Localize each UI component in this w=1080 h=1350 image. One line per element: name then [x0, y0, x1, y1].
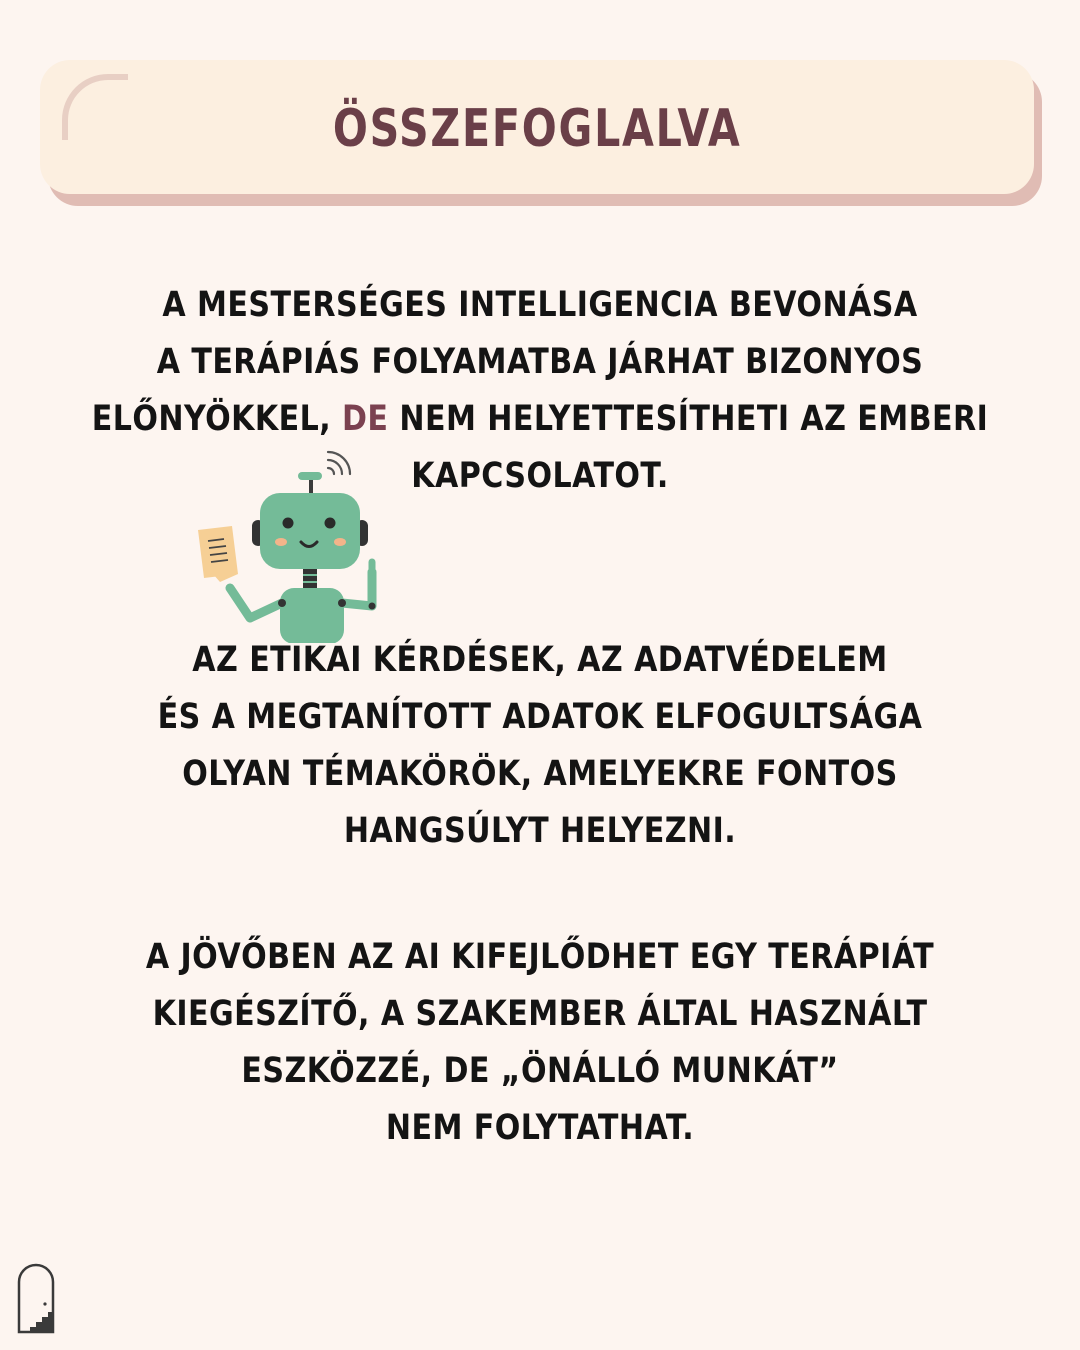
paragraph-line: A JÖVŐBEN AZ AI KIFEJLŐDHET EGY TERÁPIÁT: [145, 937, 935, 977]
paragraph-line: [76, 391, 1005, 448]
note-paper-icon: [198, 526, 238, 582]
door-logo-icon: [16, 1262, 56, 1334]
paragraph-text: NEM HELYETTESÍTHETI AZ EMBERI: [388, 399, 989, 439]
page-title: ÖSSZEFOGLALVA: [332, 99, 742, 159]
title-card: [40, 60, 1034, 194]
paragraph-line: A TERÁPIÁS FOLYAMATBA JÁRHAT BIZONYOS: [156, 342, 924, 382]
paragraph-line: ESZKÖZZÉ, DE „ÖNÁLLÓ MUNKÁT”: [241, 1051, 839, 1091]
wifi-signal-icon: [328, 452, 350, 474]
paragraph-line: AZ ETIKAI KÉRDÉSEK, AZ ADATVÉDELEM: [192, 640, 888, 680]
summary-paragraph-2: [0, 632, 1080, 860]
robot-illustration: [190, 448, 390, 643]
summary-paragraph-3: [0, 929, 1080, 1157]
paragraph-text: ELŐNYÖKKEL,: [91, 399, 343, 439]
paragraph-line: KAPCSOLATOT.: [411, 456, 669, 496]
paragraph-line: KIEGÉSZÍTŐ, A SZAKEMBER ÁLTAL HASZNÁLT: [152, 994, 928, 1034]
summary-paragraph-1: [0, 277, 1080, 505]
paragraph-line: HANGSÚLYT HELYEZNI.: [343, 811, 737, 851]
paragraph-line: A MESTERSÉGES INTELLIGENCIA BEVONÁSA: [162, 285, 918, 325]
paragraph-line: NEM FOLYTATHAT.: [385, 1108, 695, 1148]
highlight-word: DE: [342, 399, 389, 439]
paragraph-line: ÉS A MEGTANÍTOTT ADATOK ELFOGULTSÁGA: [157, 697, 923, 737]
paragraph-line: OLYAN TÉMAKÖRÖK, AMELYEKRE FONTOS: [182, 754, 898, 794]
